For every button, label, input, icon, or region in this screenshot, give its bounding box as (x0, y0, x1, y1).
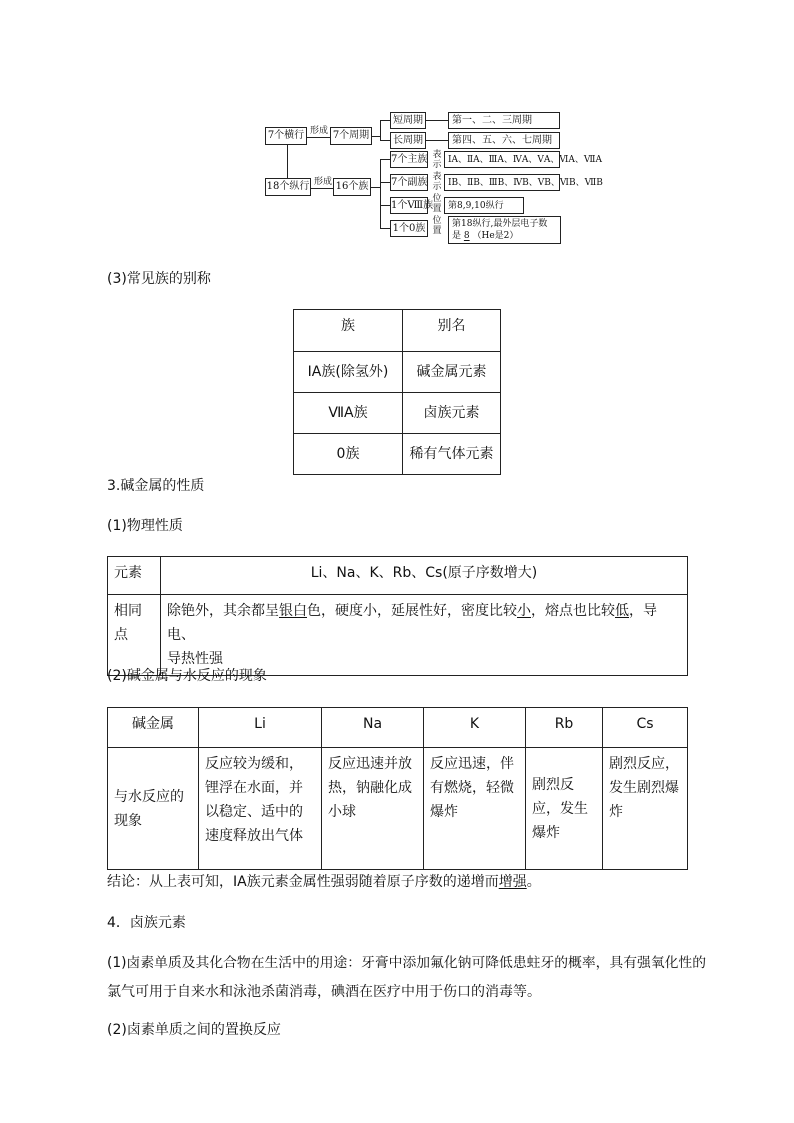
sub-group-box: 7个副族 (390, 174, 428, 191)
heading-3: 3.碱金属的性质 (107, 478, 205, 494)
group-alias-table (293, 309, 501, 475)
alias-cell: ⅦA族 (294, 393, 403, 434)
alias-cell: 卤族元素 (403, 393, 501, 434)
physical-properties-title: (1)物理性质 (107, 518, 183, 534)
water-row-label: 与水反应的现象 (108, 748, 199, 870)
halogen-paragraph-2: (2)卤素单质之间的置换反应 (107, 1022, 281, 1038)
short-period-box: 短周期 (390, 112, 426, 129)
water-cell-rb: 剧烈反应，发生爆炸 (526, 748, 603, 870)
alias-header-group: 族 (294, 310, 403, 352)
halogen-paragraph-1-line1: (1)卤素单质及其化合物在生活中的用途：牙膏中添加氟化钠可降低患蛀牙的概率，具有强氧化性的 (107, 955, 707, 971)
side-label-1: 表示 (432, 150, 442, 170)
water-header: Li (199, 708, 322, 748)
halogen-paragraph-1-line2: 氯气可用于自来水和泳池杀菌消毒，碘酒在医疗中用于伤口的消毒等。 (107, 984, 541, 1000)
side-label-4: 位置 (432, 216, 442, 236)
alias-header-name: 别名 (403, 310, 501, 352)
short-period-desc: 第一、二、三周期 (448, 112, 560, 129)
viii-group-box: 1个Ⅷ族 (390, 197, 428, 214)
alias-cell: 稀有气体元素 (403, 434, 501, 475)
long-period-box: 长周期 (390, 132, 426, 149)
main-group-desc: ⅠA、ⅡA、ⅢA、ⅣA、ⅤA、ⅥA、ⅦA (444, 151, 560, 168)
eighteen-columns-box: 18个纵行 (265, 178, 311, 196)
long-period-desc: 第四、五、六、七周期 (448, 132, 560, 149)
water-header: 碱金属 (108, 708, 199, 748)
water-header: Rb (526, 708, 603, 748)
zero-group-box: 1个0族 (390, 220, 428, 237)
viii-group-desc: 第8,9,10纵行 (444, 197, 524, 214)
phys-value-common: 除铯外，其余都呈银白色，硬度小，延展性好，密度比较小，熔点也比较低，导电、 导热性强 (161, 595, 688, 676)
alias-cell: ⅠA族(除氢外) (294, 352, 403, 393)
zero-desc-line1: 第18纵行,最外层电子数 (452, 219, 548, 229)
zero-group-desc (448, 216, 561, 244)
water-reaction-title: (2)碱金属与水反应的现象 (107, 668, 267, 684)
zero-desc-line2: 是 8 （He是2） (452, 231, 519, 241)
water-cell-na: 反应迅速并放热，钠融化成小球 (322, 748, 424, 870)
alias-cell: 0族 (294, 434, 403, 475)
alias-cell: 碱金属元素 (403, 352, 501, 393)
seven-periods-box: 7个周期 (330, 127, 372, 145)
phys-label-elements: 元素 (108, 557, 161, 595)
water-reaction-table (107, 707, 688, 870)
sub-group-desc: ⅠB、ⅡB、ⅢB、ⅣB、ⅤB、ⅥB、ⅦB (444, 174, 560, 191)
form-label-1: 形成 (310, 126, 329, 136)
phys-value-elements: Li、Na、K、Rb、Cs(原子序数增大) (161, 557, 688, 595)
phys-label-common: 相同点 (108, 595, 161, 676)
heading-4: 4．卤族元素 (107, 915, 186, 931)
main-group-box: 7个主族 (390, 151, 428, 168)
sixteen-groups-box: 16个族 (333, 178, 371, 196)
form-label-2: 形成 (314, 177, 333, 187)
water-header: Cs (603, 708, 688, 748)
section-3-title: (3)常见族的别称 (107, 271, 211, 287)
water-header: K (424, 708, 526, 748)
seven-rows-box: 7个横行 (265, 127, 307, 145)
water-cell-li: 反应较为缓和，锂浮在水面，并以稳定、适中的速度释放出气体 (199, 748, 322, 870)
side-label-3: 位置 (432, 194, 442, 214)
water-cell-cs: 剧烈反应，发生剧烈爆炸 (603, 748, 688, 870)
water-cell-k: 反应迅速，伴有燃烧，轻微爆炸 (424, 748, 526, 870)
physical-properties-table (107, 556, 688, 676)
water-header: Na (322, 708, 424, 748)
conclusion: 结论：从上表可知，ⅠA族元素金属性强弱随着原子序数的递增而增强。 (107, 874, 541, 890)
side-label-2: 表示 (432, 172, 442, 192)
